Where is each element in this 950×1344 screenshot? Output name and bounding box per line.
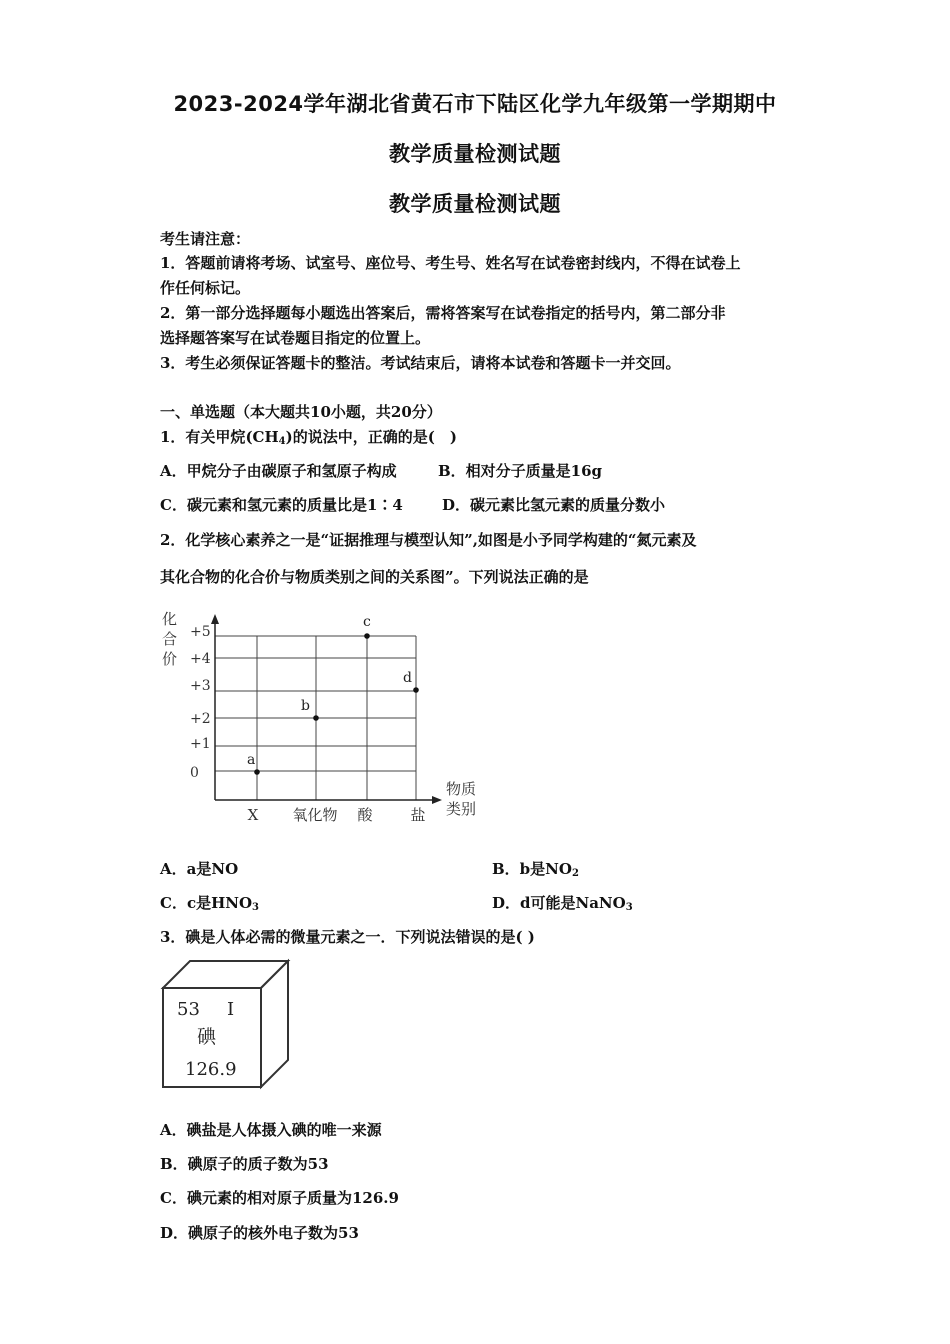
point-b bbox=[313, 715, 319, 721]
y-tick-label: +1 bbox=[190, 736, 211, 752]
y-tick-label: +3 bbox=[190, 678, 211, 694]
element-symbol: I bbox=[227, 999, 235, 1020]
section-heading: 一、单选题（本大题共10小题，共20分） bbox=[160, 403, 442, 421]
point-d bbox=[413, 687, 419, 693]
y-axis-title-char: 化 bbox=[162, 610, 178, 628]
page-title-line2: 教学质量检测试题 bbox=[389, 142, 561, 166]
point-a bbox=[254, 769, 260, 775]
q3-option-a[interactable]: A．碘盐是人体摄入碘的唯一来源 bbox=[160, 1121, 382, 1139]
q1-option-b[interactable]: B．相对分子质量是16g bbox=[438, 462, 603, 480]
point-label-c: c bbox=[363, 614, 371, 630]
notice-item2-line2: 选择题答案写在试卷题目指定的位置上。 bbox=[160, 329, 431, 347]
y-axis-arrow bbox=[211, 614, 219, 624]
notice-item1-line1: 1．答题前请将考场、试室号、座位号、考生号、姓名写在试卷密封线内，不得在试卷上 bbox=[160, 254, 741, 272]
q2-option-d[interactable]: D．d可能是NaNO$_3$ bbox=[492, 894, 633, 913]
q2-stem-line1: 2．化学核心素养之一是“证据推理与模型认知”,如图是小予同学构建的“氮元素及 bbox=[160, 531, 697, 549]
x-axis-title-line2: 类别 bbox=[446, 800, 477, 818]
page-title-line1: 2023-2024学年湖北省黄石市下陆区化学九年级第一学期期中 bbox=[173, 92, 777, 116]
q3-stem: 3．碘是人体必需的微量元素之一．下列说法错误的是( ) bbox=[160, 928, 535, 946]
q2-option-b[interactable]: B．b是$NO_2$ bbox=[492, 860, 579, 879]
chart-points bbox=[247, 614, 419, 775]
chart-y-label bbox=[162, 610, 177, 668]
chart-y-ticks bbox=[190, 624, 211, 781]
notice-item1-line2: 作任何标记。 bbox=[160, 279, 251, 297]
iodine-element-cube bbox=[155, 955, 295, 1093]
point-c bbox=[364, 633, 370, 639]
element-atomic-number: 53 bbox=[177, 999, 200, 1020]
chart-axes bbox=[211, 614, 442, 804]
chart-x-ticks bbox=[248, 806, 426, 824]
valence-chart bbox=[150, 600, 490, 835]
notice-heading: 考生请注意： bbox=[160, 230, 251, 248]
y-tick-label: +2 bbox=[190, 711, 211, 727]
chart-x-label bbox=[446, 780, 476, 818]
q3-option-b[interactable]: B．碘原子的质子数为53 bbox=[160, 1155, 329, 1173]
x-axis-arrow bbox=[432, 796, 442, 804]
element-atomic-mass: 126.9 bbox=[185, 1059, 237, 1080]
q1-option-d[interactable]: D．碳元素比氢元素的质量分数小 bbox=[442, 496, 666, 514]
q2-option-a[interactable]: A．a是NO bbox=[160, 860, 239, 878]
page-title-line3: 教学质量检测试题 bbox=[389, 192, 561, 216]
q3-option-d[interactable]: D．碘原子的核外电子数为53 bbox=[160, 1224, 359, 1242]
point-label-b: b bbox=[301, 698, 310, 714]
x-tick-label: 盐 bbox=[410, 806, 426, 824]
x-tick-label: 氧化物 bbox=[292, 806, 338, 824]
element-name: 碘 bbox=[197, 1026, 217, 1048]
notice-item3: 3．考生必须保证答题卡的整洁。考试结束后，请将本试卷和答题卡一并交回。 bbox=[160, 354, 681, 372]
q1-option-c[interactable]: C．碳元素和氢元素的质量比是1∶4 bbox=[160, 496, 403, 514]
x-tick-label: X bbox=[247, 806, 259, 824]
y-tick-label: 0 bbox=[190, 765, 199, 781]
y-axis-title-char: 合 bbox=[162, 630, 178, 648]
q2-stem-line2: 其化合物的化合价与物质类别之间的关系图”。下列说法正确的是 bbox=[160, 568, 589, 586]
q1-option-a[interactable]: A．甲烷分子由碳原子和氢原子构成 bbox=[160, 462, 397, 480]
y-tick-label: +4 bbox=[190, 651, 211, 667]
x-axis-title-line1: 物质 bbox=[446, 780, 477, 798]
notice-item2-line1: 2．第一部分选择题每小题选出答案后，需将答案写在试卷指定的括号内，第二部分非 bbox=[160, 304, 726, 322]
point-label-a: a bbox=[247, 752, 256, 768]
y-tick-label: +5 bbox=[190, 624, 211, 640]
q1-stem: 1．有关甲烷$(CH_4)$的说法中，正确的是( ) bbox=[160, 428, 457, 447]
point-label-d: d bbox=[403, 670, 412, 686]
q3-option-c[interactable]: C．碘元素的相对原子质量为126.9 bbox=[160, 1189, 399, 1207]
q2-option-c[interactable]: C．c是$HNO_3$ bbox=[160, 894, 259, 913]
x-tick-label: 酸 bbox=[357, 806, 373, 824]
y-axis-title-char: 价 bbox=[162, 650, 178, 668]
